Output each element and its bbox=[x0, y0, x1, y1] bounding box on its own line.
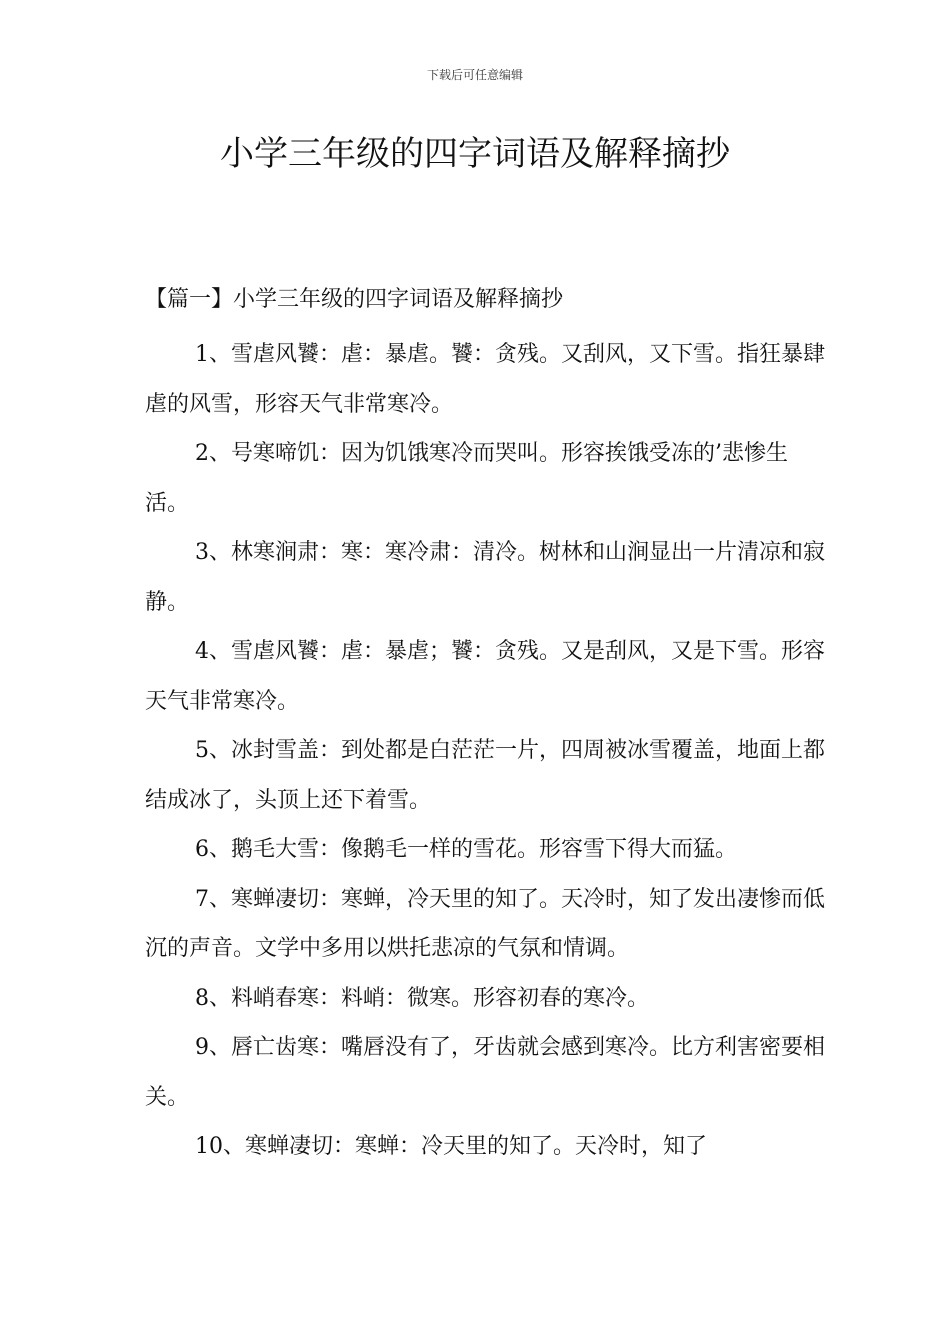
entry-8: 8、料峭春寒：料峭：微寒。形容初春的寒冷。 bbox=[195, 985, 649, 1011]
entry-4: 4、雪虐风饕：虐：暴虐；饕：贪残。又是刮风，又是下雪。形容天气非常寒冷。 bbox=[145, 639, 825, 714]
entry-1: 1、雪虐风饕：虐：暴虐。饕：贪残。又刮风，又下雪。指狂暴肆虐的风雪，形容天气非常寒冷。 bbox=[145, 342, 825, 417]
entry-2: 2、号寒啼饥：因为饥饿寒冷而哭叫。形容挨饿受冻的’悲惨生活。 bbox=[145, 441, 788, 516]
entry-6: 6、鹅毛大雪：像鹅毛一样的雪花。形容雪下得大而猛。 bbox=[195, 837, 737, 862]
section-heading: 【篇一】小学三年级的四字词语及解释摘抄 bbox=[145, 287, 564, 312]
header-note: 下载后可任意编辑 bbox=[426, 68, 523, 82]
entry-10: 10、寒蝉凄切：寒蝉：冷天里的知了。天冷时，知了 bbox=[195, 1134, 707, 1159]
entry-7: 7、寒蝉凄切：寒蝉，冷天里的知了。天冷时，知了发出凄惨而低沉的声音。文学中多用以烘托悲凉的气氛和情调。 bbox=[145, 886, 825, 961]
entry-3: 3、林寒涧肃：寒：寒冷肃：清冷。树林和山涧显出一片清凉和寂静。 bbox=[145, 540, 825, 615]
document-body bbox=[145, 330, 825, 1172]
document-title: 小学三年级的四字词语及解释摘抄 bbox=[220, 134, 730, 174]
entry-5: 5、冰封雪盖：到处都是白茫茫一片，四周被冰雪覆盖，地面上都结成冰了，头顶上还下着雪。 bbox=[145, 738, 825, 813]
entry-9: 9、唇亡齿寒：嘴唇没有了，牙齿就会感到寒冷。比方利害密要相关。 bbox=[145, 1035, 825, 1110]
